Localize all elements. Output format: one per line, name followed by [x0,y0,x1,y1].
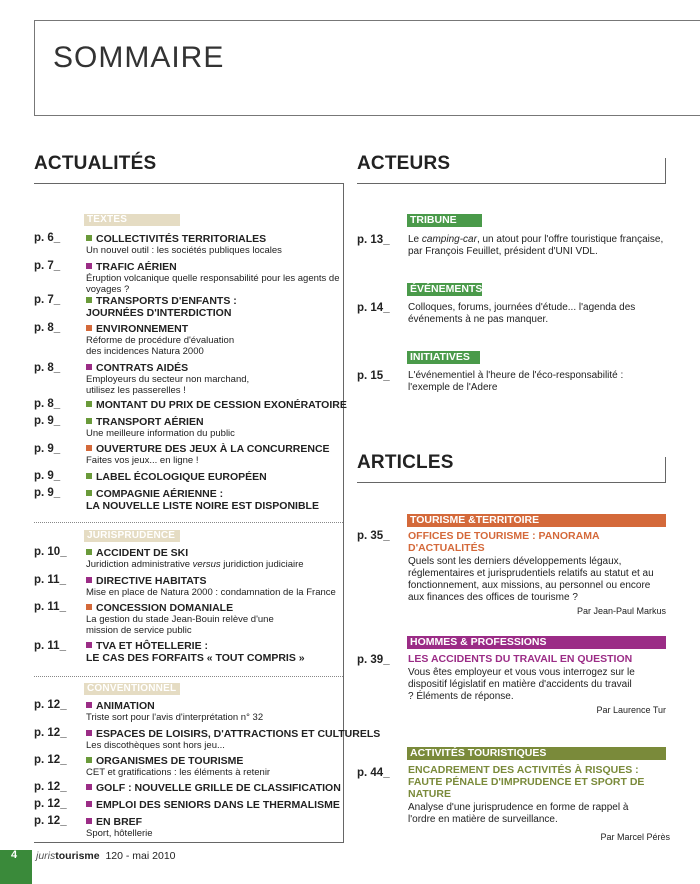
entry-environnement[interactable]: ENVIRONNEMENT Réforme de procédure d'évaluation des incidences Natura 2000 [86,323,235,357]
actualites-rule [34,183,344,184]
initiatives-entry[interactable]: L'événementiel à l'heure de l'éco-responsabilité : l'exemple de l'Adere [408,370,624,393]
page-ref: p. 12_ [34,781,67,793]
green-square-icon [86,401,92,407]
category-initiatives: INITIATIVES [407,351,480,364]
green-square-icon [86,490,92,496]
entry-emploi-seniors[interactable]: EMPLOI DES SENIORS DANS LE THERMALISME [86,799,341,811]
page-ref: p. 11_ [34,640,66,652]
page-ref: p. 6_ [34,232,61,244]
dotted-divider [34,522,343,523]
category-evenements: ÉVÉNEMENTS [407,283,482,296]
page-ref: p. 9_ [34,470,61,482]
magenta-square-icon [86,702,92,708]
entry-animation[interactable]: ANIMATION Triste sort pour l'avis d'interprétation n° 32 [86,700,264,723]
entry-en-bref[interactable]: EN BREF Sport, hôtellerie [86,816,153,839]
entry-trafic-aerien[interactable]: TRAFIC AÉRIEN Éruption volcanique quelle responsabilité pour les agents de voyages ? [86,261,340,295]
magenta-square-icon [86,577,92,583]
tribune-entry[interactable]: Le camping-car, un atout pour l'offre touristique française, par François Feuillet, président d'UNI VDL. [408,234,664,257]
page-ref: p. 9_ [34,487,61,499]
dotted-divider [34,676,343,677]
page-ref: p. 44_ [357,767,390,779]
page-ref: p. 15_ [357,370,390,382]
acteurs-heading: ACTEURS [357,153,451,174]
entry-label-ecologique[interactable]: LABEL ÉCOLOGIQUE EUROPÉEN [86,471,341,483]
page-ref: p. 11_ [34,601,66,613]
magenta-square-icon [86,801,92,807]
entry-organismes-tourisme[interactable]: ORGANISMES DE TOURISME CET et gratifications : les éléments à retenir [86,755,271,778]
entry-transport-aerien[interactable]: TRANSPORT AÉRIEN Une meilleure information du public [86,416,235,439]
page-ref: p. 35_ [357,530,390,542]
entry-ouverture-jeux[interactable]: OUVERTURE DES JEUX À LA CONCURRENCE Faites vos jeux... en ligne ! [86,443,330,466]
category-conventionnel: CONVENTIONNEL [84,683,180,695]
page-ref: p. 12_ [34,727,67,739]
magenta-square-icon [86,730,92,736]
entry-accident-ski[interactable]: ACCIDENT DE SKI Juridiction administrative versus juridiction judiciaire [86,547,304,570]
acteurs-rule [357,183,665,184]
page-ref: p. 11_ [34,574,66,586]
entry-golf[interactable]: GOLF : NOUVELLE GRILLE DE CLASSIFICATION [86,782,341,794]
page-ref: p. 9_ [34,415,61,427]
actualites-bottom-rule [34,842,344,843]
page-ref: p. 7_ [34,260,61,272]
articles-heading: ARTICLES [357,452,454,473]
entry-compagnie-aerienne[interactable]: COMPAGNIE AÉRIENNE : LA NOUVELLE LISTE NOIRE EST DISPONIBLE [86,488,319,512]
page-ref: p. 8_ [34,398,61,410]
category-tribune: TRIBUNE [407,214,482,227]
category-activites-touristiques: ACTIVITÉS TOURISTIQUES [407,747,666,760]
page-ref: p. 39_ [357,654,390,666]
page-ref: p. 12_ [34,798,67,810]
category-textes: TEXTES [84,214,180,226]
green-square-icon [86,757,92,763]
page-ref: p. 12_ [34,815,67,827]
footer-brand: juristourisme 120 - mai 2010 [36,850,176,862]
entry-transports-enfants[interactable]: TRANSPORTS D'ENFANTS : JOURNÉES D'INTERDICTION [86,295,237,319]
evenements-entry[interactable]: Colloques, forums, journées d'étude... l'agenda des événements à ne pas manquer. [408,302,636,325]
category-hommes-professions: HOMMES & PROFESSIONS [407,636,666,649]
orange-square-icon [86,445,92,451]
acteurs-vrule [665,158,666,184]
orange-square-icon [86,604,92,610]
article-accidents-travail[interactable]: LES ACCIDENTS DU TRAVAIL EN QUESTION Vous êtes employeur et vous vous interrogez sur le dispositif législatif en matière d'accidents du travail ? Éléments de réponse. Par Laurence Tur [408,653,666,715]
orange-square-icon [86,325,92,331]
green-square-icon [86,473,92,479]
magenta-square-icon [86,642,92,648]
articles-vrule [665,457,666,483]
magenta-square-icon [86,818,92,824]
article-activites-risques[interactable]: ENCADREMENT DES ACTIVITÉS À RISQUES : FAUTE PÉNALE D'IMPRUDENCE ET SPORT DE NATURE Analyse d'une jurisprudence en forme de rappel à l'ordre en matière de surveillance. Par Marcel Pérès [408,764,670,842]
entry-montant-prix[interactable]: MONTANT DU PRIX DE CESSION EXONÉRATOIRE [86,399,341,411]
articles-rule [357,482,665,483]
category-tourisme-territoire: TOURISME &TERRITOIRE [407,514,666,527]
page-ref: p. 8_ [34,322,61,334]
green-square-icon [86,418,92,424]
category-jurisprudence: JURISPRUDENCE [84,530,180,542]
entry-tva-hotellerie[interactable]: TVA ET HÔTELLERIE : LE CAS DES FORFAITS « TOUT COMPRIS » [86,640,305,664]
page-ref: p. 12_ [34,754,67,766]
entry-collectivites[interactable]: COLLECTIVITÉS TERRITORIALES Un nouvel outil : les sociétés publiques locales [86,233,282,256]
entry-espaces-loisirs[interactable]: ESPACES DE LOISIRS, D'ATTRACTIONS ET CULTURELS Les discothèques sont hors jeu... [86,728,381,751]
magenta-square-icon [86,364,92,370]
page-ref: p. 13_ [357,234,390,246]
page-ref: p. 12_ [34,699,67,711]
entry-concession-domaniale[interactable]: CONCESSION DOMANIALE La gestion du stade Jean-Bouin relève d'une mission de service public [86,602,274,636]
article-offices-tourisme[interactable]: OFFICES DE TOURISME : PANORAMA D'ACTUALITÉS Quels sont les derniers développements légaux, réglementaires et jurisprudentiels relatifs au statut et au fonctionnement, aux missions, au personnel ou encore aux finances des offices de tourisme ? Par Jean-Paul Markus [408,530,666,616]
green-square-icon [86,235,92,241]
page-ref: p. 7_ [34,294,61,306]
green-square-icon [86,549,92,555]
page-ref: p. 8_ [34,362,61,374]
page-ref: p. 14_ [357,302,390,314]
page-ref: p. 9_ [34,443,61,455]
actualites-vrule [343,183,344,843]
page-title: SOMMAIRE [53,41,225,74]
green-square-icon [86,297,92,303]
actualites-heading: ACTUALITÉS [34,153,157,174]
magenta-square-icon [86,784,92,790]
page-ref: p. 10_ [34,546,67,558]
title-box [34,20,700,116]
footer-page-number: 4 [11,849,18,861]
entry-contrats-aides[interactable]: CONTRATS AIDÉS Employeurs du secteur non marchand, utilisez les passerelles ! [86,362,250,396]
entry-directive-habitats[interactable]: DIRECTIVE HABITATS Mise en place de Natura 2000 : condamnation de la France [86,575,336,598]
magenta-square-icon [86,263,92,269]
